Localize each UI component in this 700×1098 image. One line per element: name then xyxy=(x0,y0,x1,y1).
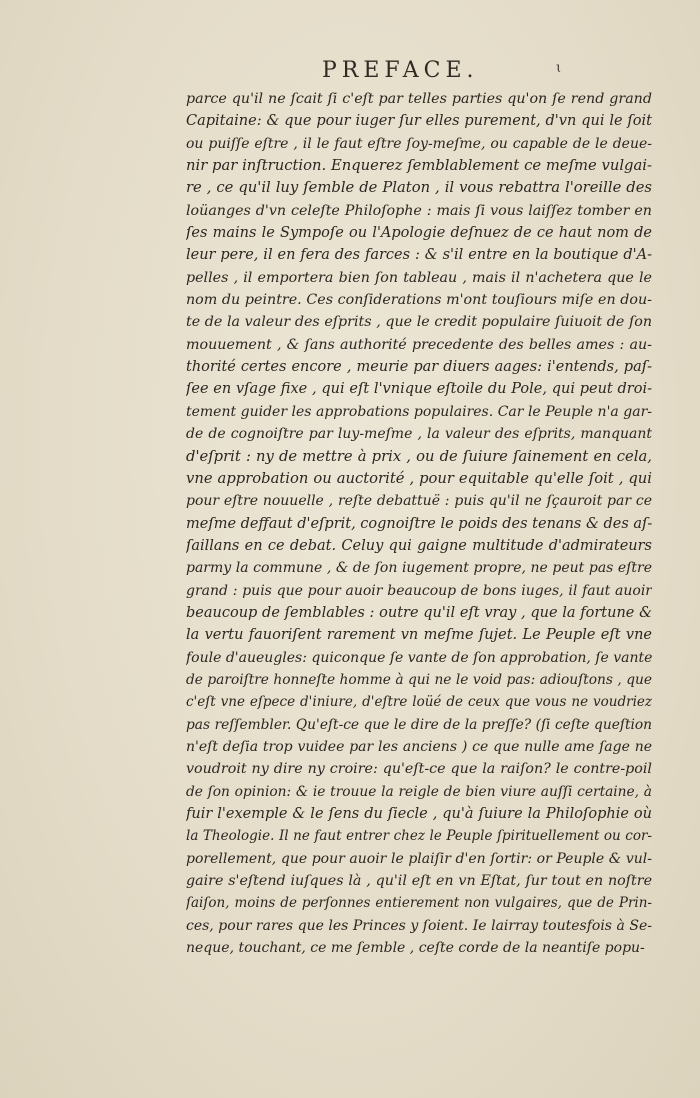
text-line: la Theologie. Il ne faut entrer chez le Peuple ſpirituellement ou cor- xyxy=(186,828,652,845)
text-line: gaire s'eſtend iuſques là , qu'il eſt en vn Eſtat, ſur tout en noſtre xyxy=(186,873,652,890)
text-line: ſee en vſage fixe , qui eſt l'vnique eſtoile du Pole, qui peut droi- xyxy=(186,381,652,398)
text-line: pelles , il emportera bien ſon tableau , mais il n'achetera que le xyxy=(186,269,652,286)
text-line: de de cognoiſtre par luy-meſme , la valeur des eſprits, manquant xyxy=(186,426,652,443)
text-line: ces, pour rares que les Princes y ſoient. Ie lairray toutesfois à Se- xyxy=(186,917,652,934)
text-line: d'eſprit : ny de mettre à prix , ou de ſuiure ſainement en cela, xyxy=(186,447,652,465)
text-line: la vertu fauoriſent rarement vn meſme ſujet. Le Peuple eſt vne xyxy=(186,627,652,644)
text-line: nom du peintre. Ces conſiderations m'ont touſiours miſe en dou- xyxy=(186,292,652,309)
text-line: Capitaine: & que pour iuger ſur elles purement, d'vn qui le ſoit xyxy=(186,113,652,130)
text-line: c'eſt vne eſpece d'iniure, d'eſtre loüé de ceux que vous ne voudriez xyxy=(186,694,652,711)
text-line: voudroit ny dire ny croire: qu'eſt-ce que la raiſon? le contre-poil xyxy=(186,761,652,778)
text-line: parmy la commune , & de ſon iugement propre, ne peut pas eſtre xyxy=(186,560,652,577)
text-line: porellement, que pour auoir le plaiſir d'en ſortir: or Peuple & vul- xyxy=(186,850,652,867)
text-line: ſaiſon, moins de perſonnes entierement non vulgaires, que de Prin- xyxy=(186,895,652,912)
text-line: loüanges d'vn celeſte Philoſophe : mais ſi vous laiſſez tomber en xyxy=(186,202,652,219)
body-text xyxy=(186,88,652,959)
text-line: parce qu'il ne ſcait ſi c'eſt par telles parties qu'on ſe rend grand xyxy=(186,91,652,107)
text-line: vne approbation ou auctorité , pour equitable qu'elle ſoit , qui xyxy=(186,469,652,487)
text-line: nir par inſtruction. Enquerez ſemblablement ce meſme vulgai- xyxy=(186,157,652,175)
running-head-title: PREFACE. xyxy=(322,58,479,83)
text-line: pas reſſembler. Qu'eſt-ce que le dire de la preſſe? (ſi ceſte queſtion xyxy=(186,716,652,733)
text-line: fuir l'exemple & le ſens du ſiecle , qu'à ſuiure la Philoſophie où xyxy=(186,806,652,822)
text-line: n'eſt deſia trop vuidee par les anciens ) ce que nulle ame ſage ne xyxy=(186,738,652,755)
folio-mark: ɩ xyxy=(556,60,562,76)
text-line: meſme deffaut d'eſprit, cognoiſtre le poids des tenans & des aſ- xyxy=(186,515,652,532)
text-line: ſes mains le Sympoſe ou l'Apologie deſnuez de ce haut nom de xyxy=(186,225,652,242)
text-line: pour eſtre nouuelle , reſte debattuë : puis qu'il ne ſçauroit par ce xyxy=(186,493,652,510)
text-line: te de la valeur des eſprits , que le credit populaire ſuiuoit de ſon xyxy=(186,314,652,331)
text-line: ou puiſſe eſtre , il le faut eſtre ſoy-meſme, ou capable de le deue- xyxy=(186,135,652,152)
text-line: re , ce qu'il luy ſemble de Platon , il vous rebattra l'oreille des xyxy=(186,179,652,197)
text-line: mouuement , & ſans authorité precedente des belles ames : au- xyxy=(186,336,652,353)
text-line: thorité certes encore , meurie par diuers aages: i'entends, paſ- xyxy=(186,359,652,376)
text-line: neque, touchant, ce me ſemble , ceſte corde de la neantiſe popu- xyxy=(186,940,645,957)
text-line: de ſon opinion: & ie trouue la reigle de bien viure auſſi certaine, à xyxy=(186,783,652,800)
text-line: de paroiſtre honneſte homme à qui ne le void pas: adiouſtons , que xyxy=(186,671,652,688)
text-line: foule d'aueugles: quiconque ſe vante de ſon approbation, ſe vante xyxy=(186,649,652,666)
text-line: ſaillans en ce debat. Celuy qui gaigne multitude d'admirateurs xyxy=(186,537,652,554)
text-line: grand : puis que pour auoir beaucoup de bons iuges, il faut auoir xyxy=(186,582,652,599)
text-line: leur pere, il en fera des farces : & s'il entre en la boutique d'A- xyxy=(186,247,652,264)
text-line: beaucoup de ſemblables : outre qu'il eſt vray , que la fortune & xyxy=(186,604,652,621)
text-line: tement guider les approbations populaires. Car le Peuple n'a gar- xyxy=(186,403,652,420)
